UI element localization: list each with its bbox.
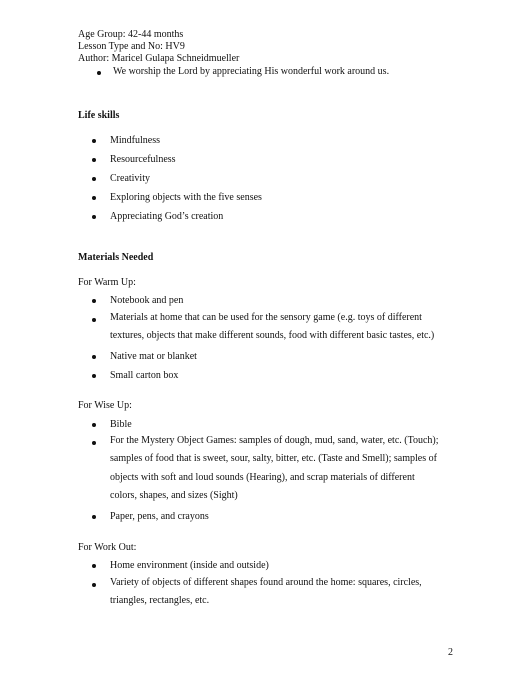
life-skill-item: Mindfulness <box>110 135 160 146</box>
material-item: Bible <box>110 419 132 430</box>
warm-up-label: For Warm Up: <box>78 277 136 288</box>
material-item: Notebook and pen <box>110 295 184 306</box>
life-skill-item: Appreciating God’s creation <box>110 211 224 222</box>
material-item: Paper, pens, and crayons <box>110 511 209 522</box>
bullet-icon <box>92 196 96 200</box>
bullet-icon <box>92 299 96 303</box>
materials-heading: Materials Needed <box>78 252 154 263</box>
bullet-icon <box>97 71 101 75</box>
material-item: Small carton box <box>110 370 179 381</box>
material-item <box>110 432 439 506</box>
bullet-icon <box>92 441 96 445</box>
material-item-line: objects with soft and loud sounds (Hearing), and scrap materials of different <box>110 471 415 483</box>
objective-text: We worship the Lord by appreciating His wonderful work around us. <box>113 66 390 77</box>
bullet-icon <box>92 177 96 181</box>
age-group: Age Group: 42-44 months <box>78 29 184 40</box>
material-item-line: For the Mystery Object Games: samples of dough, mud, sand, water, etc. (Touch); <box>110 435 439 446</box>
material-item-line: Variety of objects of different shapes found around the home: squares, circles, <box>110 577 422 588</box>
material-item-line: samples of food that is sweet, sour, salty, bitter, etc. (Taste and Smell); samples of <box>110 453 437 465</box>
bullet-icon <box>92 583 96 587</box>
work-out-label: For Work Out: <box>78 542 137 553</box>
bullet-icon <box>92 515 96 519</box>
life-skill-item: Creativity <box>110 173 150 184</box>
material-item: Home environment (inside and outside) <box>110 560 269 571</box>
life-skills-heading: Life skills <box>78 110 120 121</box>
life-skill-item: Resourcefulness <box>110 154 176 165</box>
material-item: Native mat or blanket <box>110 351 197 362</box>
bullet-icon <box>92 215 96 219</box>
material-item <box>110 574 422 611</box>
bullet-icon <box>92 355 96 359</box>
wise-up-label: For Wise Up: <box>78 400 132 411</box>
bullet-icon <box>92 564 96 568</box>
bullet-icon <box>92 158 96 162</box>
bullet-icon <box>92 374 96 378</box>
material-item-line: textures, objects that make different sounds, food with different basic tastes, etc.) <box>110 330 435 342</box>
lesson-type: Lesson Type and No: HV9 <box>78 41 185 52</box>
life-skill-item: Exploring objects with the five senses <box>110 192 262 203</box>
bullet-icon <box>92 423 96 427</box>
bullet-icon <box>92 139 96 143</box>
material-item-line: Materials at home that can be used for the sensory game (e.g. toys of different <box>110 312 422 323</box>
page-number: 2 <box>448 647 453 658</box>
material-item-line: triangles, rectangles, etc. <box>110 595 210 607</box>
material-item-line: colors, shapes, and sizes (Sight) <box>110 490 238 502</box>
bullet-icon <box>92 318 96 322</box>
material-item <box>110 309 434 346</box>
author: Author: Maricel Gulapa Schneidmueller <box>78 53 240 64</box>
